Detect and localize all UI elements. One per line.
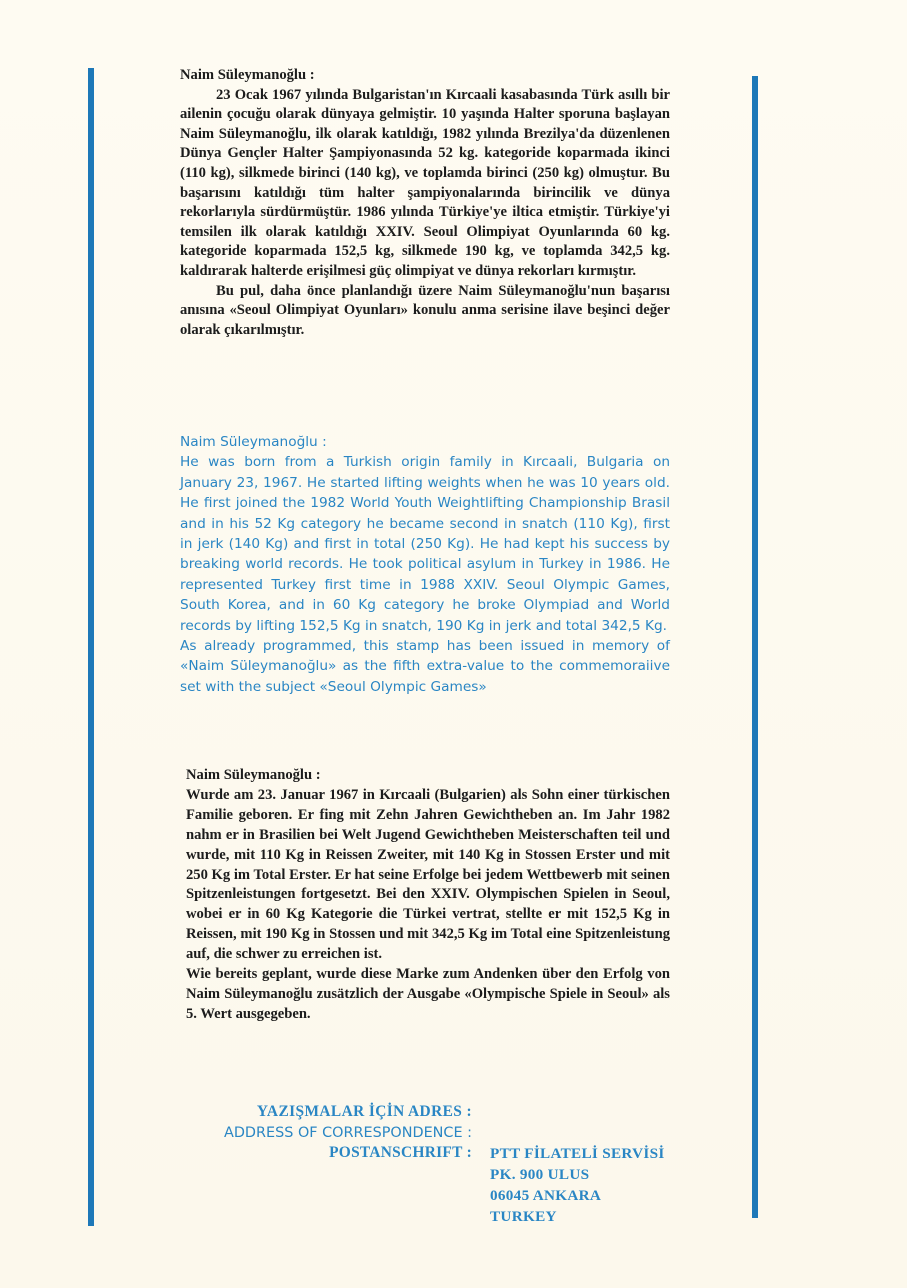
address-label-german: POSTANSCHRIFT : — [329, 1144, 472, 1161]
english-paragraph-2: As already programmed, this stamp has been issued in memory of «Naim Süleymanoğlu» as the fifth extra-value to the commemoraiive set with the subject «Seoul Olympic Games» — [180, 638, 670, 695]
turkish-paragraph-2: Bu pul, daha önce planlandığı üzere Naim Süleymanoğlu'nun başarısı anısına «Seoul Olimpiyat Oyunları» konulu anma serisine ilave beşinci değer olarak çıkarılmıştır. — [180, 282, 670, 338]
correspondence-labels — [120, 1102, 472, 1164]
english-heading: Naim Süleymanoğlu : — [180, 434, 327, 450]
address-line-4: TURKEY — [490, 1208, 557, 1225]
english-paragraph-1: He was born from a Turkish origin family in Kırcaali, Bulgaria on January 23, 1967. He started lifting weights when he was 10 years old. He first joined the 1982 World Youth Weightlifting Championship Brasil and in his 52 Kg category he became second in snatch (110 Kg), first in jerk (140 Kg) and first in total (250 Kg). He had kept his success by breaking world records. He took political asylum in Turkey in 1986. He represented Turkey first time in 1988 XXIV. Seoul Olympic Games, South Korea, and in 60 Kg category he broke Olympiad and World records by lifting 152,5 Kg in snatch, 190 Kg in jerk and total 342,5 Kg. — [180, 454, 670, 634]
address-line-2: PK. 900 ULUS — [490, 1166, 590, 1183]
german-paragraph-2: Wie bereits geplant, wurde diese Marke zum Andenken über den Erfolg von Naim Süleymanoğlu zusätzlich der Ausgabe «Olympische Spiele in Seoul» als 5. Wert ausgegeben. — [186, 966, 670, 1022]
turkish-paragraph-1: 23 Ocak 1967 yılında Bulgaristan'ın Kırcaali kasabasında Türk asıllı bir ailenin çocuğu olarak dünyaya gelmiştir. 10 yaşında Halter sporuna başlayan Naim Süleymanoğlu, ilk olarak katıldığı, 1982 yılında Brezilya'da düzenlenen Dünya Gençler Halter Şampiyonasında 52 kg. kategoride koparmada ikinci (110 kg), silkmede birinci (140 kg), ve toplamda birinci (250 kg) olmuştur. Bu başarısını katıldığı tüm halter şampiyonalarında birincilik ve dünya rekorlarıyla sürdürmüştür. 1986 yılında Türkiye'ye iltica etmiştir. Türkiye'yi temsilen ilk olarak katıldığı XXIV. Seoul Olimpiyat Oyunlarında 60 kg. kategoride koparmada 152,5 kg, silkmede 190 kg, ve toplamda 342,5 kg. kaldırarak halterde erişilmesi güç olimpiyat ve dünya rekorları kırmıştır. — [180, 86, 670, 279]
right-margin-rule — [752, 76, 758, 1218]
left-margin-rule — [88, 68, 94, 1226]
address-line-1: PTT FİLATELİ SERVİSİ — [490, 1145, 665, 1162]
german-heading: Naim Süleymanoğlu : — [186, 767, 321, 783]
english-section — [180, 432, 670, 697]
german-paragraph-1: Wurde am 23. Januar 1967 in Kırcaali (Bulgarien) als Sohn einer türkischen Familie geboren. Er fing mit Zehn Jahren Gewichtheben an. Im Jahr 1982 nahm er in Brasilien bei Welt Jugend Gewichtheben Meisterschaften teil und wurde, mit 110 Kg in Reissen Zweiter, mit 140 Kg in Stossen Erster und mit 250 Kg im Total Erster. Er hat seine Erfolge bei jedem Wettbewerb mit seinen Spitzenleistungen fortgesetzt. Bei den XXIV. Olympischen Spielen in Seoul, wobei er in 60 Kg Kategorie die Türkei vertrat, stellte er mit 152,5 Kg in Reissen, mit 190 Kg in Stossen und mit 342,5 Kg im Total eine Spitzenleistung auf, die schwer zu erreichen ist. — [186, 786, 670, 963]
address-label-english: ADDRESS OF CORRESPONDENCE : — [224, 1124, 472, 1141]
turkish-section — [180, 66, 670, 340]
german-section — [186, 766, 670, 1025]
turkish-heading: Naim Süleymanoğlu : — [180, 67, 315, 83]
address-label-turkish: YAZIŞMALAR İÇİN ADRES : — [256, 1103, 472, 1120]
address-line-3: 06045 ANKARA — [490, 1187, 602, 1204]
postal-address — [490, 1143, 730, 1227]
